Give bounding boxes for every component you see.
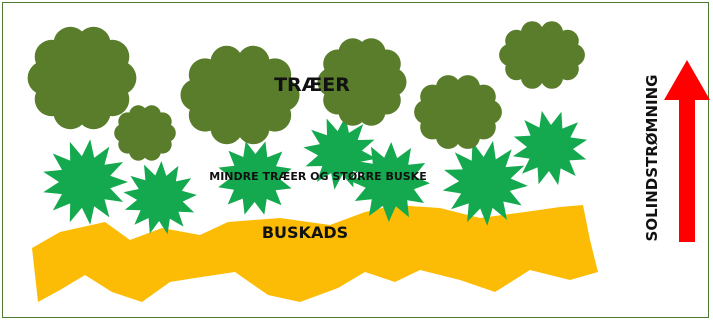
shrub-layer [32,205,598,302]
small-tree-shape [43,139,128,224]
small-tree-shape [124,161,197,234]
shrub-band [32,205,598,302]
trees-label: TRÆER [274,74,350,96]
sun-direction-label: SOLINDSTRØMNING [643,74,661,242]
tree-canopy [499,21,585,89]
shrubs-label: BUSKADS [261,223,349,242]
sun-direction-arrow [664,60,710,242]
small-tree-shape [513,111,587,185]
tree-canopy [28,27,137,129]
small-trees-label: MINDRE TRÆER OG STØRRE BUSKE [209,170,427,183]
tree-canopy [414,75,502,149]
tree-canopy [114,105,176,160]
